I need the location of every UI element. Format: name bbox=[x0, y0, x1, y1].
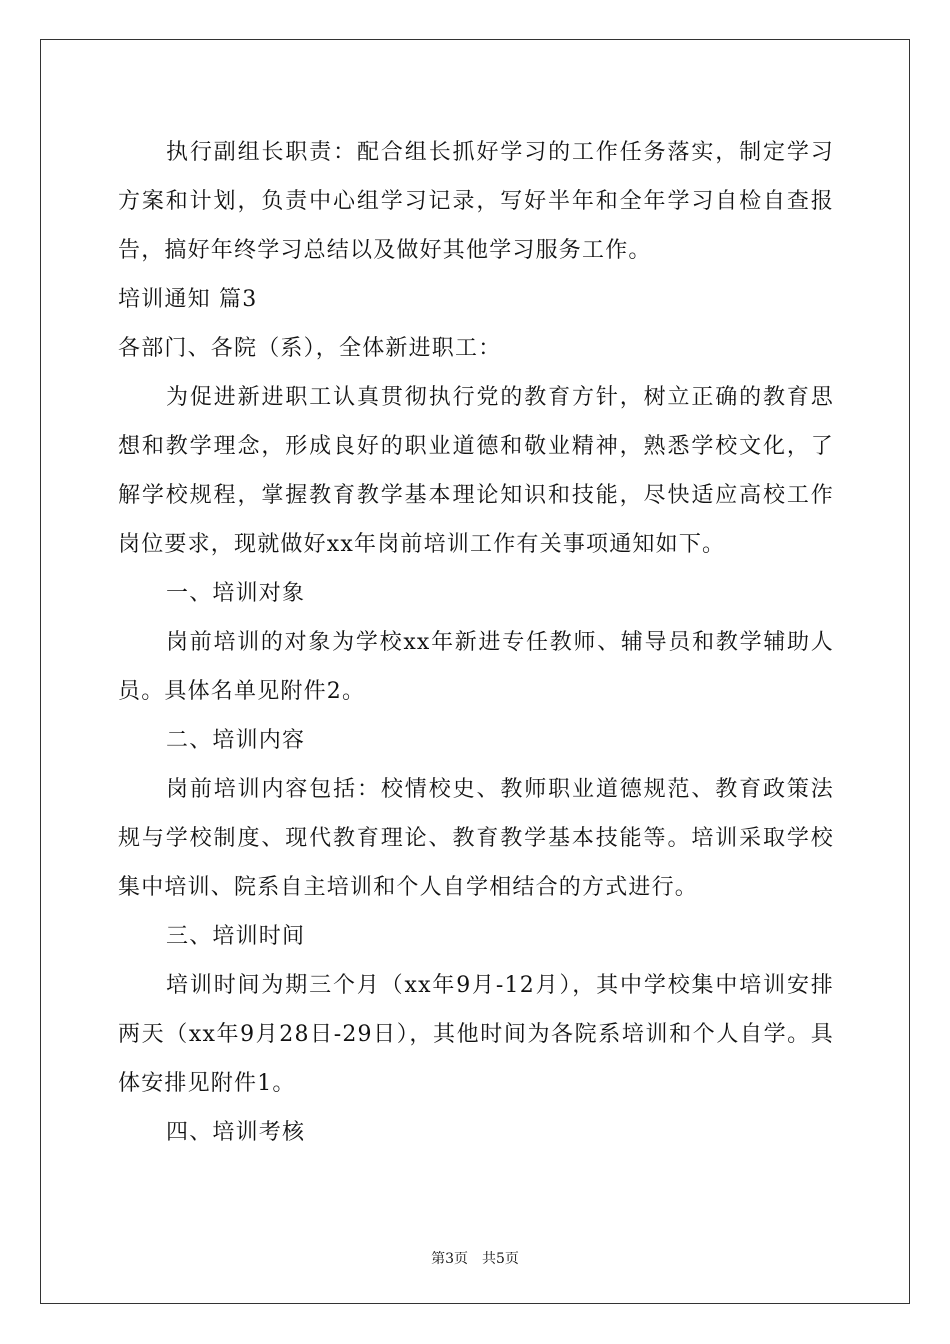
heading-training-content: 二、培训内容 bbox=[166, 728, 306, 753]
salutation: 各部门、各院（系），全体新进职工： bbox=[118, 336, 502, 361]
page-number-footer: 第3页 共5页 bbox=[431, 1251, 519, 1267]
heading-training-target: 一、培训对象 bbox=[166, 581, 306, 606]
paragraph-training-content: 岗前培训内容包括：校情校史、教师职业道德规范、教育政策法规与学校制度、现代教育理论、教育教学基本技能等。培训采取学校集中培训、院系自主培训和个人自学相结合的方式进行。 bbox=[118, 777, 834, 900]
section-title: 培训通知 篇3 bbox=[118, 287, 258, 312]
paragraph-training-time: 培训时间为期三个月（xx年9月-12月），其中学校集中培训安排两天（xx年9月28日-29日），其他时间为各院系培训和个人自学。具体安排见附件1。 bbox=[118, 973, 834, 1096]
paragraph-vice-leader-duties: 执行副组长职责：配合组长抓好学习的工作任务落实，制定学习方案和计划，负责中心组学习记录，写好半年和全年学习自检自查报告，搞好年终学习总结以及做好其他学习服务工作。 bbox=[118, 140, 834, 263]
paragraph-intro: 为促进新进职工认真贯彻执行党的教育方针，树立正确的教育思想和教学理念，形成良好的职业道德和敬业精神，熟悉学校文化，了解学校规程，掌握教育教学基本理论知识和技能，尽快适应高校工作岗位要求，现就做好xx年岗前培训工作有关事项通知如下。 bbox=[118, 385, 834, 557]
heading-training-assessment: 四、培训考核 bbox=[166, 1120, 306, 1145]
paragraph-training-target: 岗前培训的对象为学校xx年新进专任教师、辅导员和教学辅助人员。具体名单见附件2。 bbox=[118, 630, 834, 704]
heading-training-time: 三、培训时间 bbox=[166, 924, 306, 949]
document-body bbox=[118, 128, 834, 1157]
